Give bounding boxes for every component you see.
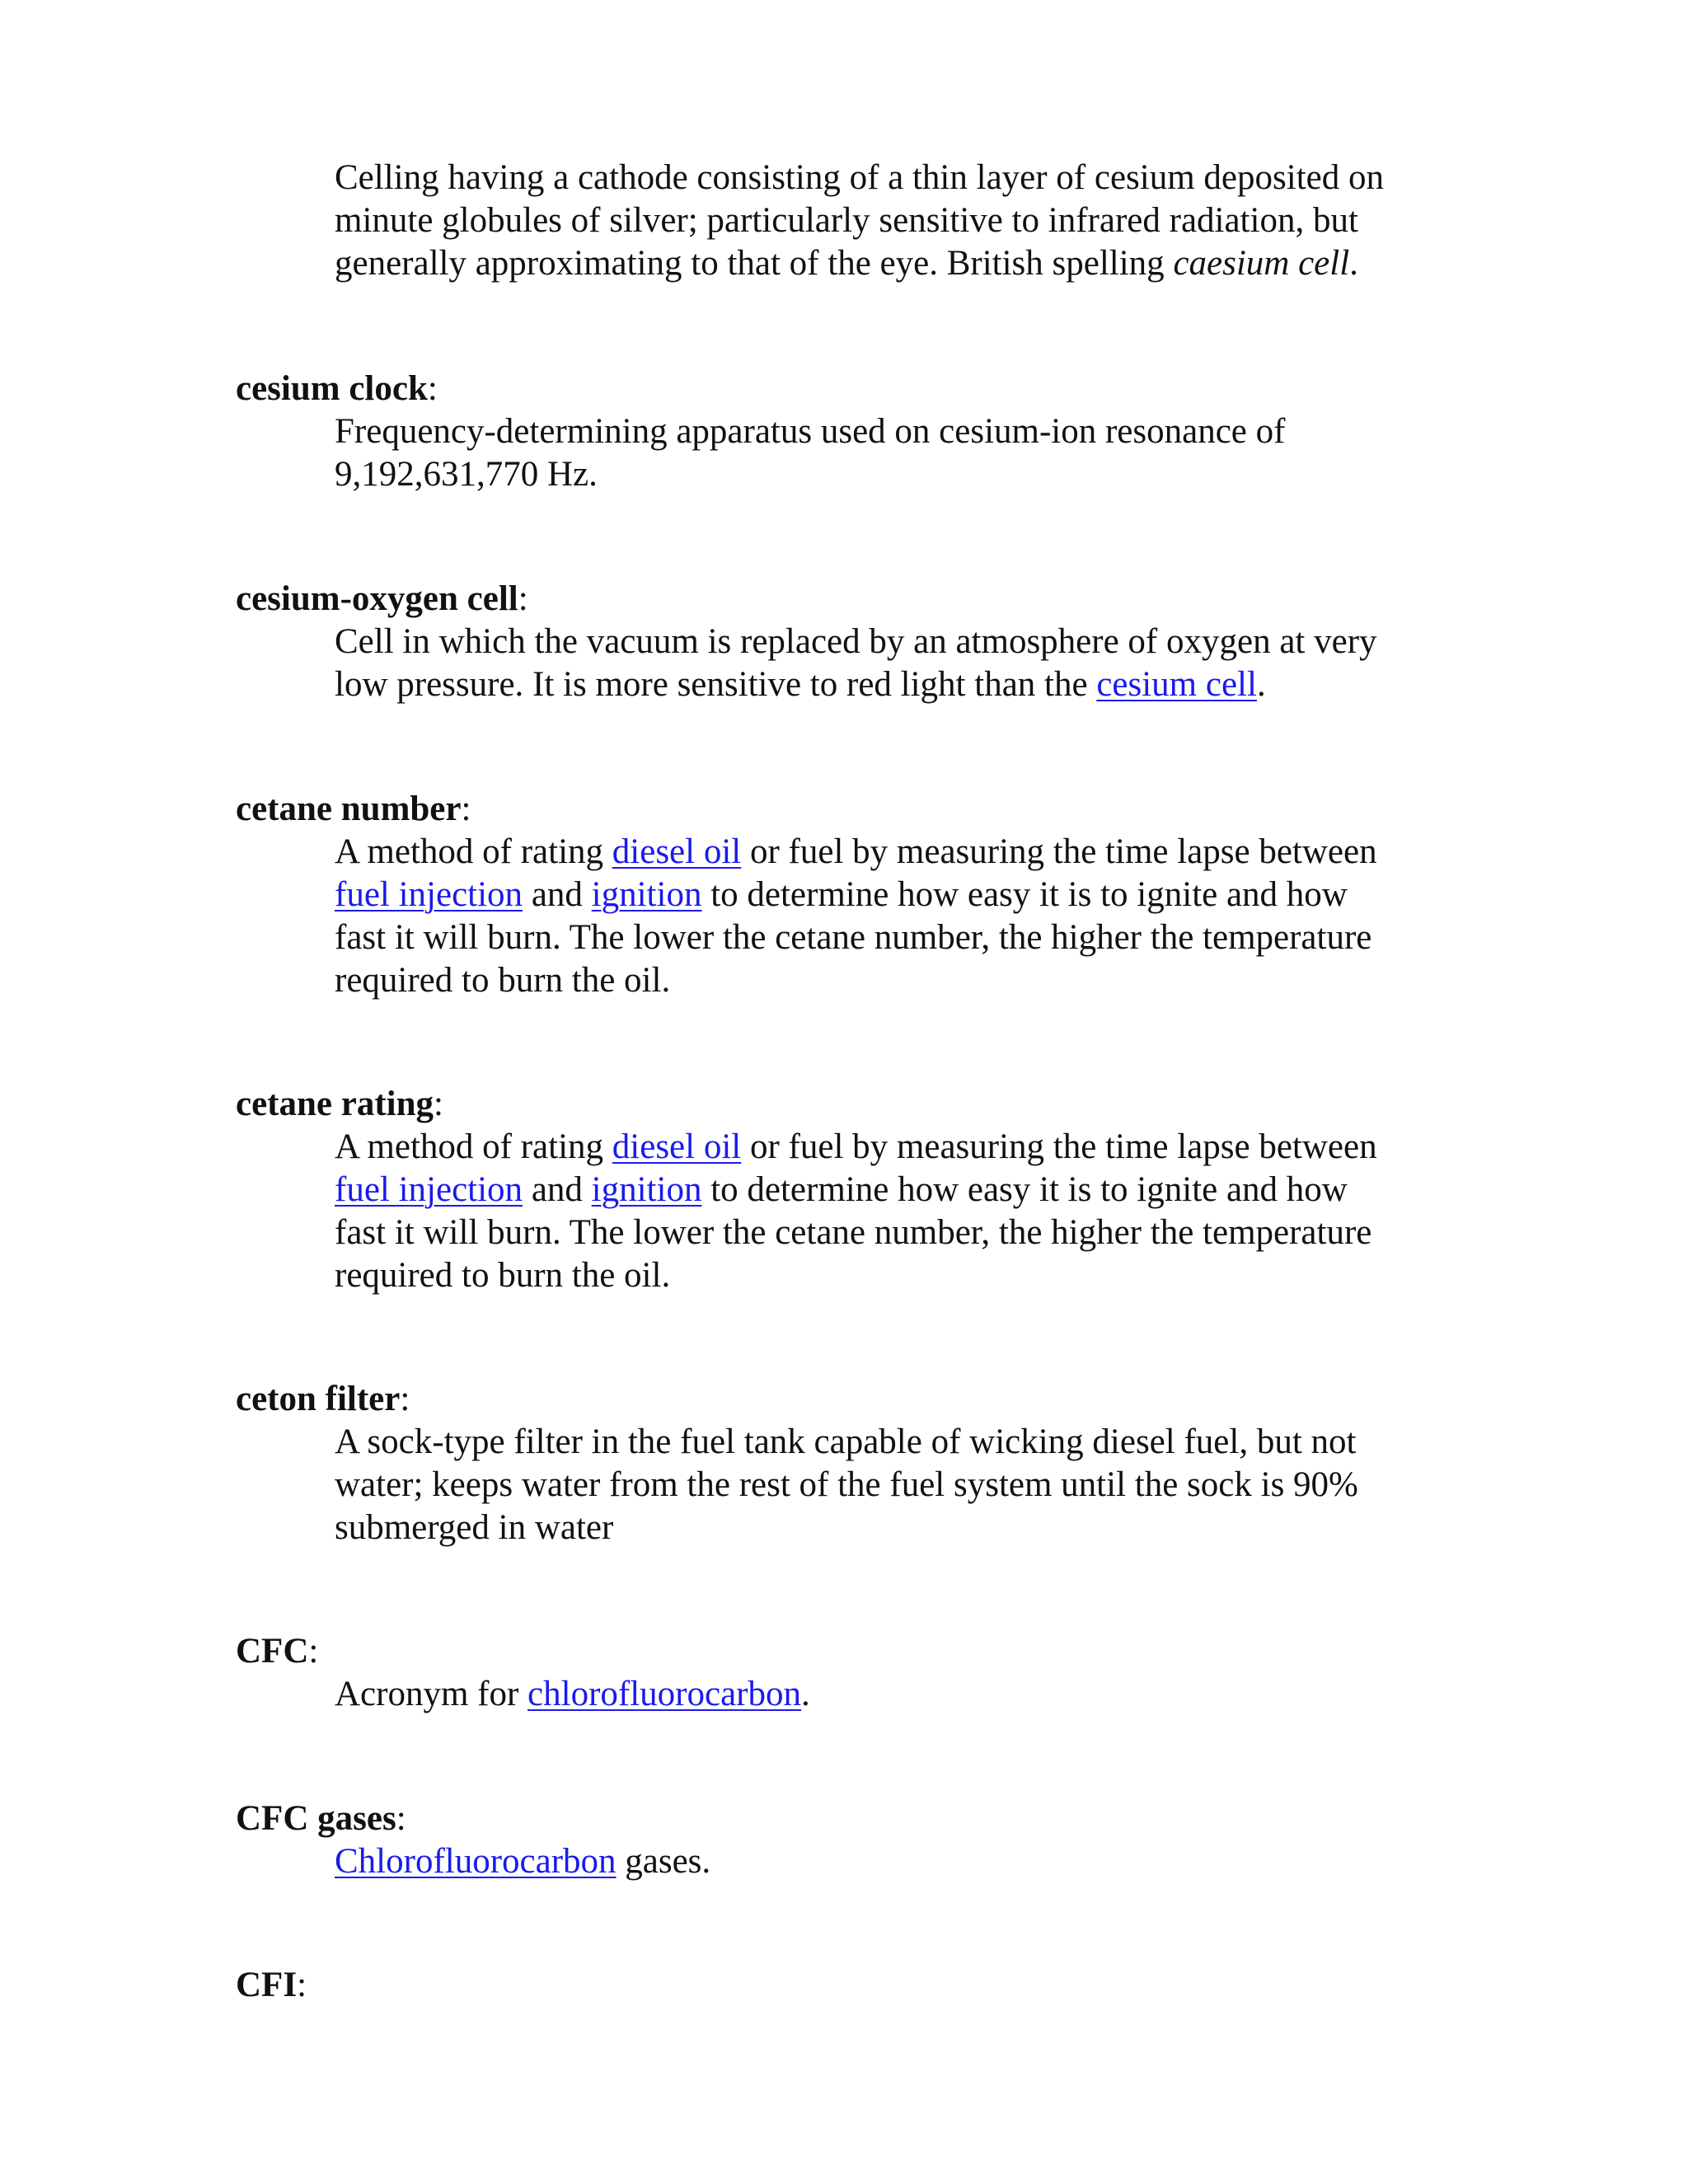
definition-line: fast it will burn. The lower the cetane number, the higher the temperature bbox=[335, 918, 1372, 957]
term-name: cesium-oxygen cell bbox=[236, 579, 518, 618]
definition-line: 9,192,631,770 Hz. bbox=[335, 455, 598, 494]
link-fuel-injection[interactable]: fuel injection bbox=[335, 1170, 523, 1209]
term-colon: : bbox=[297, 1966, 307, 2004]
definition-line bbox=[335, 1169, 1456, 1212]
term-name: ceton filter bbox=[236, 1380, 401, 1418]
definition-text: and bbox=[523, 875, 592, 914]
definition bbox=[335, 1421, 1456, 1549]
definition bbox=[335, 410, 1456, 496]
term-colon: : bbox=[461, 790, 471, 828]
definition bbox=[335, 1840, 1456, 1883]
definition-text: to determine how easy it is to ignite and how bbox=[701, 1170, 1348, 1209]
definition-line: A sock-type filter in the fuel tank capable of wicking diesel fuel, but not bbox=[335, 1422, 1357, 1461]
term-colon: : bbox=[396, 1799, 406, 1838]
definition-text: to determine how easy it is to ignite and how bbox=[701, 875, 1348, 914]
link-diesel-oil[interactable]: diesel oil bbox=[612, 832, 742, 871]
definition-line bbox=[335, 1126, 1456, 1169]
link-chlorofluorocarbon[interactable]: chlorofluorocarbon bbox=[528, 1675, 801, 1713]
definition-text: and bbox=[523, 1170, 592, 1209]
definition-text: Acronym for bbox=[335, 1675, 528, 1713]
link-ignition[interactable]: ignition bbox=[591, 875, 702, 914]
term-name: CFC gases bbox=[236, 1799, 396, 1838]
term-heading bbox=[236, 578, 528, 621]
definition-line bbox=[335, 1840, 1456, 1883]
definition-line bbox=[335, 874, 1456, 916]
term-heading bbox=[236, 1083, 443, 1126]
term-heading bbox=[236, 1797, 406, 1840]
term-colon: : bbox=[518, 579, 528, 618]
definition-line: required to burn the oil. bbox=[335, 961, 671, 1000]
link-diesel-oil[interactable]: diesel oil bbox=[612, 1127, 742, 1166]
definition-line: minute globules of silver; particularly sensitive to infrared radiation, but bbox=[335, 201, 1358, 240]
definition-line: Cell in which the vacuum is replaced by an atmosphere of oxygen at very bbox=[335, 622, 1377, 661]
definition-text: generally approximating to that of the eye. British spelling bbox=[335, 244, 1174, 283]
definition-text: . bbox=[1256, 665, 1266, 704]
term-heading bbox=[236, 1630, 318, 1673]
term-heading bbox=[236, 788, 471, 831]
link-fuel-injection[interactable]: fuel injection bbox=[335, 875, 523, 914]
link-cesium-cell[interactable]: cesium cell bbox=[1096, 665, 1257, 704]
definition bbox=[335, 1673, 1456, 1716]
definition bbox=[335, 831, 1456, 1002]
term-name: CFC bbox=[236, 1632, 309, 1671]
term-heading bbox=[236, 1964, 307, 2007]
definition-text: low pressure. It is more sensitive to red light than the bbox=[335, 665, 1097, 704]
definition-line bbox=[335, 1673, 1456, 1716]
definition-line bbox=[335, 663, 1456, 706]
term-colon: : bbox=[308, 1632, 319, 1671]
term-colon: : bbox=[427, 369, 438, 408]
definition-line: required to burn the oil. bbox=[335, 1256, 671, 1295]
definition bbox=[335, 1126, 1456, 1297]
link-ignition[interactable]: ignition bbox=[591, 1170, 702, 1209]
italic-term: caesium cell bbox=[1173, 244, 1350, 283]
definition-line: fast it will burn. The lower the cetane number, the higher the temperature bbox=[335, 1213, 1372, 1252]
definition-text: or fuel by measuring the time lapse between bbox=[741, 1127, 1377, 1166]
term-colon: : bbox=[400, 1380, 410, 1418]
term-name: CFI bbox=[236, 1966, 298, 2004]
definition-line: submerged in water bbox=[335, 1508, 614, 1547]
term-name: cesium clock bbox=[236, 369, 428, 408]
definition-text: A method of rating bbox=[335, 832, 612, 871]
definition-line: Frequency-determining apparatus used on cesium-ion resonance of bbox=[335, 412, 1286, 451]
link-chlorofluorocarbon[interactable]: Chlorofluorocarbon bbox=[335, 1842, 617, 1881]
term-colon: : bbox=[434, 1085, 443, 1123]
definition-text: . bbox=[800, 1675, 810, 1713]
definition-text: gases. bbox=[616, 1842, 711, 1881]
term-heading bbox=[236, 1378, 410, 1421]
definition-text: A method of rating bbox=[335, 1127, 612, 1166]
definition bbox=[335, 621, 1456, 706]
definition-text: or fuel by measuring the time lapse between bbox=[741, 832, 1377, 871]
definition bbox=[335, 157, 1456, 285]
definition-line bbox=[335, 242, 1456, 285]
term-heading bbox=[236, 368, 438, 410]
definition-text: . bbox=[1349, 244, 1358, 283]
definition-line: Celling having a cathode consisting of a thin layer of cesium deposited on bbox=[335, 158, 1384, 197]
term-name: cetane rating bbox=[236, 1085, 434, 1123]
definition-line: water; keeps water from the rest of the fuel system until the sock is 90% bbox=[335, 1465, 1358, 1504]
definition-line bbox=[335, 831, 1456, 874]
term-name: cetane number bbox=[236, 790, 462, 828]
